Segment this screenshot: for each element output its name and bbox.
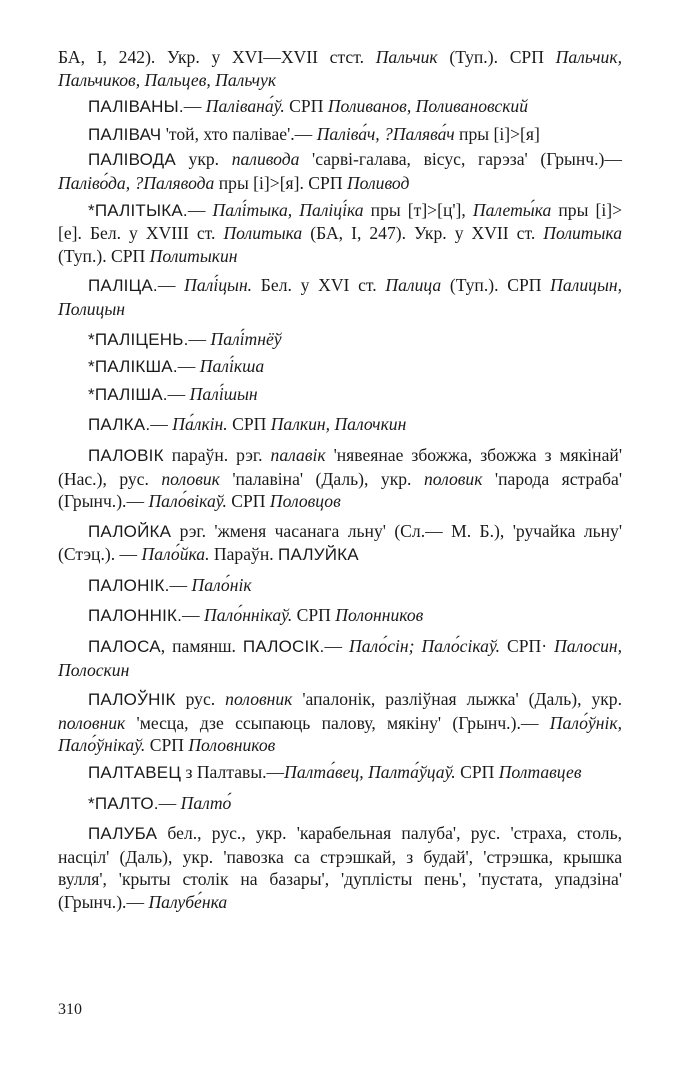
entry-text: 'месца, дзе ссыпаюць палову, мякіну' (Грынч.).— [125,712,550,733]
dictionary-entry [58,123,622,147]
italic-form: Палта́вец, Палта́ўцаў. [284,762,456,783]
headword: ПАЛІВАЧ [88,124,162,144]
dictionary-entry [58,383,622,407]
italic-form: Палицын, Полицын [58,275,622,319]
italic-form: Палі́цын. [184,275,253,296]
entry-text: СРП [226,491,270,512]
headword: ПАЛОВІК [88,445,164,465]
entry-text: Бел. у XVI ст. [252,275,386,296]
entry-text: СРП [284,96,328,117]
headword: *ПАЛІША. [88,384,168,404]
italic-form: половник [225,689,293,710]
italic-form: Палі́тыка, Паліці́ка [212,199,364,220]
italic-form: Палеты́ка [472,199,552,220]
italic-form: Паліва́ч, ?Палява́ч [316,123,455,144]
entry-text: укр. [175,149,232,170]
dictionary-entry [58,413,622,437]
entry-text: пры [і]>[е]. Бел. у XVIII ст. [58,199,623,244]
entry-text: 'нявеянае збожжа, збожжа з мякінай' (Нас.), рус. [58,444,622,489]
entry-text: — [157,275,185,296]
entry-text: пры [і]>[я]. СРП [214,172,347,193]
dictionary-entry [58,635,622,681]
dictionary-entry [58,199,622,268]
italic-form: Палосин, Полоскин [58,636,622,680]
headword: ПАЛОННІК. [88,606,183,626]
italic-form: паливода [231,149,300,170]
italic-form: Пало́ўнік, Пало́ўнікаў. [58,712,622,756]
entry-text: — [150,414,173,435]
italic-form: Поливод [346,172,410,193]
entry-text: СРП [455,762,499,783]
entry-text: — [177,356,200,377]
dictionary-entry [58,688,622,757]
dictionary-entry [58,95,622,119]
dictionary-entry [58,822,622,913]
headword: *ПАЛІТЫКА. [88,200,188,220]
entry-text: — [158,792,181,813]
entry-text: пры [т]>[ц'], [363,199,473,220]
entry-text: — [324,636,350,657]
dictionary-entry [58,761,622,785]
italic-form: Пало́йка. [141,544,210,565]
entry-text: СРП [227,414,271,435]
entry-text: СРП [292,605,336,626]
entry-text: , памянш. [160,636,243,657]
italic-form: Палубе́нка [148,892,228,912]
dictionary-entry [58,274,622,320]
italic-form: Политыкин [149,245,238,266]
entry-text: (Туп.). СРП [441,275,551,296]
italic-form: Палица [385,275,442,296]
italic-form: Пало́сін; Пало́сікаў. [349,636,501,657]
italic-form: половник [58,712,126,733]
headword: ПАЛКА. [88,415,151,435]
headword: ПАЛОСА [88,637,161,657]
dictionary-entry [58,355,622,379]
italic-form: Полтавцев [498,762,582,783]
entry-text: 'той, хто палівае'.— [161,123,317,144]
dictionary-entry [58,604,622,628]
italic-form: Поливанов, Поливановский [327,96,529,117]
entry-text: з Палтавы.— [181,762,285,783]
headword: ПАЛІВАНЫ. [88,97,184,117]
entry-text: (Туп.). СРП [58,245,150,266]
headword: ПАЛІЦА. [88,276,158,296]
headword: *ПАЛІЦЕНЬ. [88,329,189,349]
headword: ПАЛОЎНІК [88,690,176,710]
italic-form: половик [161,468,220,489]
italic-form: Политыка [223,223,303,244]
italic-form: Половников [188,735,276,756]
italic-form: Политыка [543,223,622,244]
dictionary-entry [58,46,622,91]
headword: ПАЛОСІК. [242,637,325,657]
italic-form: Пальчик [375,47,438,67]
entry-text: бел., рус., укр. 'карабельная палуба', рус. 'страха, столь, насціл' (Даль), укр. 'павозка са стрэшкай, з будай', 'стрэшка, крышка вулля', 'крыты столік на базары', 'дуплісты пень', 'пустата, упадзіна' (Грынч.).— [58,823,622,912]
headword: ПАЛІВОДА [88,150,176,170]
headword: ПАЛОЙКА [88,521,172,541]
entry-text: СРП [145,735,189,756]
italic-form: Палто́ [180,792,232,813]
italic-form: Па́лкін. [172,414,228,435]
entry-text: БА, I, 242). Укр. у XVI—XVII стст. [58,47,376,67]
italic-form: Палкин, Палочкин [270,414,407,435]
dictionary-entry [58,792,622,816]
entry-text: рэг. 'жменя часанага льну' (Сл.— М. Б.), 'ручайка льну' (Стэц.). — [58,520,622,565]
entry-text: Параўн. [209,544,279,565]
italic-form: Пало́нік [191,574,252,595]
entry-text: — [187,199,213,220]
entry-text: — [188,328,211,349]
italic-form: Полонников [335,605,424,626]
italic-form: Половцов [269,491,341,512]
italic-form: Паліво́да, ?Палявода [58,172,215,193]
entry-text: параўн. рэг. [163,444,271,465]
entry-text: пры [і]>[я] [454,123,540,144]
italic-form: Пало́ннікаў. [204,605,293,626]
entry-text: 'палавіна' (Даль), укр. [219,468,424,489]
dictionary-entry [58,148,622,194]
entry-text: — [182,605,205,626]
page-number: 310 [58,1001,82,1018]
entry-text: — [167,383,190,404]
entry-text: — [169,574,192,595]
headword: *ПАЛТО. [88,793,159,813]
entry-text: 'парода ястраба' (Грынч.).— [58,468,622,512]
italic-form: Палі́кша [199,356,265,377]
entry-list [58,46,622,914]
italic-form: Палі́шын [189,383,258,404]
headword: ПАЛОНІК. [88,575,170,595]
italic-form: палавік [270,444,326,465]
entry-text: 'сарві-галава, вісус, гарэза' (Грынч.)— [299,149,622,170]
italic-form: Палівана́ў. [205,96,285,117]
entry-text: (Туп.). СРП [437,47,556,67]
headword: ПАЛУБА [88,824,158,844]
italic-form: Пальчик, Пальчиков, Пальцев, Пальчук [58,47,622,90]
headword: *ПАЛІКША. [88,357,178,377]
italic-form: Пало́вікаў. [148,491,227,512]
dictionary-entry [58,328,622,352]
entry-text: — [183,96,206,117]
headword: ПАЛУЙКА [278,545,359,565]
entry-text: СРП· [500,636,555,657]
headword: ПАЛТАВЕЦ [88,763,182,783]
dictionary-entry [58,520,622,567]
italic-form: Палі́тнёў [210,328,282,349]
italic-form: половик [423,468,483,489]
entry-text: 'апалонік, разліўная лыжка' (Даль), укр. [292,689,622,710]
dictionary-entry [58,574,622,598]
entry-text: рус. [175,689,226,710]
entry-text: (БА, I, 247). Укр. у XVII ст. [302,223,544,244]
dictionary-entry [58,444,622,513]
